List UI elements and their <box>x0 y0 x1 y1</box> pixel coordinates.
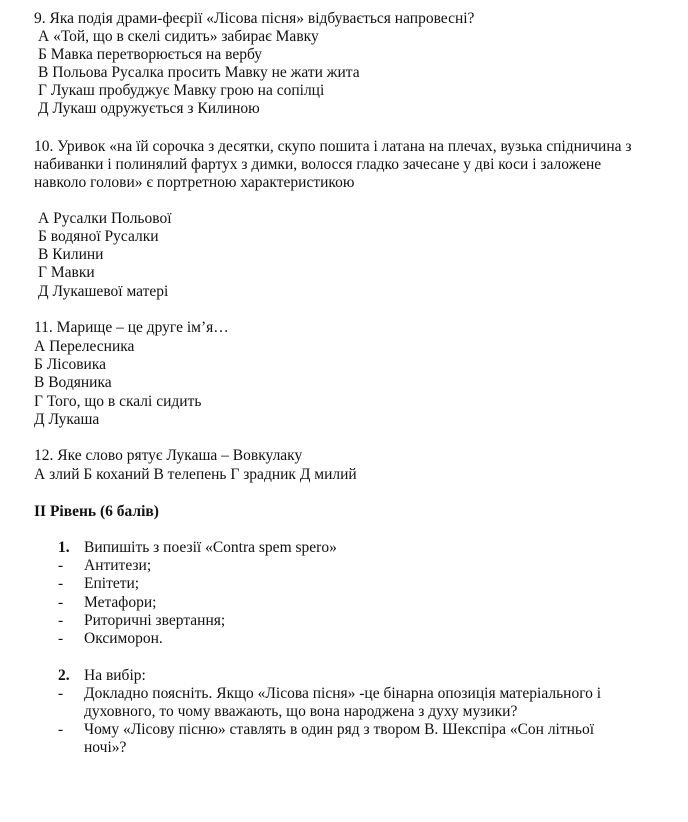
answer-option: А Русалки Польової <box>38 210 172 227</box>
answer-option: В Водяника <box>34 374 112 391</box>
list-item: Антитези; <box>84 557 152 574</box>
answer-options-line: А злий Б коханий В телепень Г зрадник Д милий <box>34 466 357 483</box>
dash-bullet: - <box>58 630 64 647</box>
question-text: 9. Яка подія драми-феєрії «Лісова пісня» відбувається напровесні? <box>34 10 475 27</box>
dash-bullet: - <box>58 721 64 738</box>
list-item: Метафори; <box>84 594 157 611</box>
answer-option: В Килини <box>38 246 104 263</box>
answer-option: Б Лісовика <box>34 356 107 373</box>
answer-option: Б Мавка перетворюється на вербу <box>38 46 263 63</box>
answer-option: Д Лукаша <box>34 411 100 428</box>
dash-bullet: - <box>58 557 64 574</box>
answer-option: Г Того, що в скалі сидить <box>34 393 202 410</box>
list-item: Епітети; <box>84 575 140 592</box>
question-text: 11. Марище – це друге ім’я… <box>34 319 229 336</box>
answer-option: А Перелесника <box>34 338 135 355</box>
dash-bullet: - <box>58 685 64 702</box>
answer-option: А «Той, що в скелі сидить» забирає Мавку <box>38 28 319 45</box>
question-text: навколо голови» є портретною характеристикою <box>34 174 355 191</box>
answer-option: В Польова Русалка просить Мавку не жати жита <box>38 64 360 81</box>
list-item-continuation: духовного, то чому вважають, що вона народжена з духу музики? <box>84 703 518 720</box>
answer-option: Д Лукаш одружується з Килиною <box>38 100 260 117</box>
list-item: Оксиморон. <box>84 630 163 647</box>
answer-option: Г Лукаш пробуджує Мавку грою на сопілці <box>38 82 325 99</box>
question-text: набиванки і полинялий фартух з димки, волосся гладко зачесане у дві коси і заложене <box>34 156 602 173</box>
question-text: 12. Яке слово рятує Лукаша – Вовкулаку <box>34 447 303 464</box>
answer-option: Д Лукашевої матері <box>38 283 169 300</box>
list-item-continuation: ночі»? <box>84 739 127 756</box>
dash-bullet: - <box>58 575 64 592</box>
answer-option: Б водяної Русалки <box>38 228 159 245</box>
section-heading: ІІ Рівень (6 балів) <box>34 503 159 520</box>
dash-bullet: - <box>58 594 64 611</box>
list-item: Докладно поясніть. Якщо «Лісова пісня» -це бінарна опозиція матеріального і <box>84 685 602 702</box>
list-item: Риторичні звертання; <box>84 612 226 629</box>
task-number: 2. <box>58 667 70 684</box>
dash-bullet: - <box>58 612 64 629</box>
answer-option: Г Мавки <box>38 264 95 281</box>
task-text: Випишіть з поезії «Contra spem spero» <box>84 539 337 556</box>
question-text: 10. Уривок «на їй сорочка з десятки, скупо пошита і латана на плечах, вузька спідничина з <box>34 138 632 155</box>
list-item: Чому «Лісову пісню» ставлять в один ряд з твором В. Шекспіра «Сон літньої <box>84 721 595 738</box>
task-number: 1. <box>58 539 70 556</box>
task-text: На вибір: <box>84 667 146 684</box>
